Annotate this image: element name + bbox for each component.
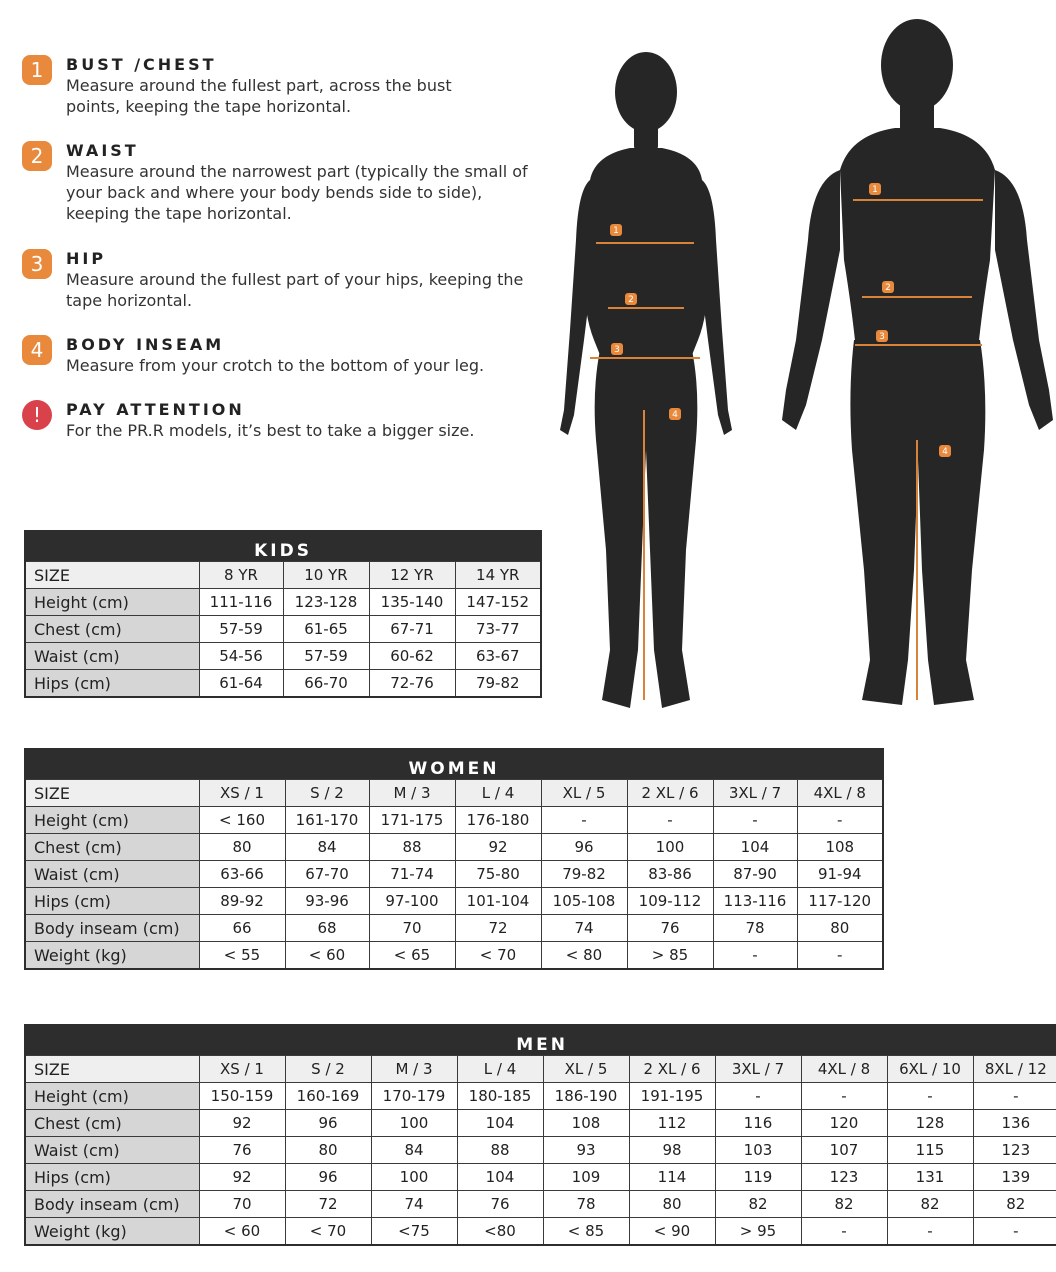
- svg-text:1: 1: [872, 185, 878, 195]
- row-label: Chest (cm): [25, 1110, 199, 1137]
- table-row: [25, 807, 883, 834]
- table-cell: 120: [801, 1110, 887, 1137]
- table-cell: 75-80: [455, 861, 541, 888]
- table-row: [25, 1110, 1056, 1137]
- table-cell: 70: [369, 915, 455, 942]
- table-cell: 80: [199, 834, 285, 861]
- table-cell: 79-82: [541, 861, 627, 888]
- table-cell: 113-116: [713, 888, 797, 915]
- table-cell: -: [797, 807, 883, 834]
- marker-1-icon: [610, 224, 622, 236]
- woman-silhouette-icon: [560, 52, 732, 708]
- table-cell: 96: [541, 834, 627, 861]
- table-cell: 60-62: [369, 643, 455, 670]
- table-cell: 161-170: [285, 807, 369, 834]
- table-cell: 71-74: [369, 861, 455, 888]
- table-cell: 191-195: [629, 1083, 715, 1110]
- header-cell: 2 XL / 6: [629, 1056, 715, 1083]
- table-cell: 135-140: [369, 589, 455, 616]
- table-cell: -: [713, 942, 797, 970]
- number-2-badge-icon: 2: [22, 141, 52, 171]
- men-size-table: [24, 1024, 1056, 1246]
- table-cell: 101-104: [455, 888, 541, 915]
- svg-text:3: 3: [879, 332, 885, 342]
- header-cell: 2 XL / 6: [627, 780, 713, 807]
- table-header-row: [25, 1056, 1056, 1083]
- table-cell: 66-70: [283, 670, 369, 698]
- kids-size-table: [24, 530, 542, 698]
- table-cell: 108: [797, 834, 883, 861]
- table-cell: 111-116: [199, 589, 283, 616]
- marker-4-icon: [669, 408, 681, 420]
- table-cell: 74: [371, 1191, 457, 1218]
- table-row: [25, 616, 541, 643]
- table-cell: -: [715, 1083, 801, 1110]
- table-cell: 128: [887, 1110, 973, 1137]
- table-cell: 78: [543, 1191, 629, 1218]
- number-1-badge-icon: 1: [22, 55, 52, 85]
- instruction-inseam: [22, 335, 542, 376]
- table-cell: 68: [285, 915, 369, 942]
- header-cell: 12 YR: [369, 562, 455, 589]
- table-cell: 103: [715, 1137, 801, 1164]
- instruction-text: Measure around the fullest part of your hips, keeping the tape horizontal.: [66, 270, 524, 310]
- instruction-title: BODY INSEAM: [66, 335, 225, 354]
- header-cell: S / 2: [285, 780, 369, 807]
- table-row: [25, 670, 541, 698]
- table-cell: 104: [457, 1110, 543, 1137]
- table-cell: 109: [543, 1164, 629, 1191]
- table-cell: 80: [629, 1191, 715, 1218]
- row-label: Hips (cm): [25, 1164, 199, 1191]
- table-cell: 100: [627, 834, 713, 861]
- table-cell: 79-82: [455, 670, 541, 698]
- table-cell: 82: [973, 1191, 1056, 1218]
- table-cell: 114: [629, 1164, 715, 1191]
- table-cell: < 80: [541, 942, 627, 970]
- header-cell: 3XL / 7: [715, 1056, 801, 1083]
- table-cell: 123: [973, 1137, 1056, 1164]
- table-cell: 80: [285, 1137, 371, 1164]
- table-cell: 92: [455, 834, 541, 861]
- row-label: Hips (cm): [25, 670, 199, 698]
- body-measurement-figures: [550, 10, 1056, 720]
- table-cell: 63-66: [199, 861, 285, 888]
- table-header-row: [25, 780, 883, 807]
- header-cell: 4XL / 8: [797, 780, 883, 807]
- table-row: [25, 1164, 1056, 1191]
- svg-text:4: 4: [942, 447, 948, 457]
- table-cell: 96: [285, 1110, 371, 1137]
- table-cell: < 85: [543, 1218, 629, 1246]
- table-cell: 84: [371, 1137, 457, 1164]
- table-cell: 76: [627, 915, 713, 942]
- header-cell: S / 2: [285, 1056, 371, 1083]
- header-cell: 10 YR: [283, 562, 369, 589]
- marker-4-icon: [939, 445, 951, 457]
- table-cell: 105-108: [541, 888, 627, 915]
- header-cell: M / 3: [371, 1056, 457, 1083]
- table-cell: 57-59: [283, 643, 369, 670]
- table-row: [25, 942, 883, 970]
- table-title: KIDS: [25, 531, 541, 562]
- instruction-hip: [22, 249, 542, 311]
- table-cell: 89-92: [199, 888, 285, 915]
- table-cell: < 70: [285, 1218, 371, 1246]
- table-cell: 123-128: [283, 589, 369, 616]
- table-cell: 66: [199, 915, 285, 942]
- marker-1-icon: [869, 183, 881, 195]
- table-row: [25, 1218, 1056, 1246]
- instruction-title: WAIST: [66, 141, 139, 160]
- table-cell: 176-180: [455, 807, 541, 834]
- table-cell: 109-112: [627, 888, 713, 915]
- table-cell: < 90: [629, 1218, 715, 1246]
- header-cell: 4XL / 8: [801, 1056, 887, 1083]
- table-cell: < 160: [199, 807, 285, 834]
- table-cell: 57-59: [199, 616, 283, 643]
- instruction-text: Measure around the narrowest part (typically the small of your back and where your body bends side to side), keeping the tape horizontal.: [66, 162, 528, 223]
- table-cell: -: [887, 1083, 973, 1110]
- row-label: Body inseam (cm): [25, 1191, 199, 1218]
- table-cell: 72-76: [369, 670, 455, 698]
- instruction-waist: [22, 141, 542, 224]
- women-size-table: [24, 748, 884, 970]
- header-cell: 8 YR: [199, 562, 283, 589]
- table-cell: 147-152: [455, 589, 541, 616]
- table-cell: < 55: [199, 942, 285, 970]
- instruction-bust: [22, 55, 542, 117]
- table-row: [25, 861, 883, 888]
- table-cell: 170-179: [371, 1083, 457, 1110]
- header-cell: 3XL / 7: [713, 780, 797, 807]
- row-label: Waist (cm): [25, 861, 199, 888]
- table-cell: 67-71: [369, 616, 455, 643]
- table-cell: 160-169: [285, 1083, 371, 1110]
- table-cell: 112: [629, 1110, 715, 1137]
- number-4-badge-icon: 4: [22, 335, 52, 365]
- row-label: Weight (kg): [25, 942, 199, 970]
- table-cell: 93-96: [285, 888, 369, 915]
- table-cell: 96: [285, 1164, 371, 1191]
- table-cell: -: [541, 807, 627, 834]
- svg-text:4: 4: [672, 410, 678, 420]
- header-cell: 14 YR: [455, 562, 541, 589]
- table-cell: 61-65: [283, 616, 369, 643]
- table-row: [25, 589, 541, 616]
- table-cell: 93: [543, 1137, 629, 1164]
- table-cell: -: [801, 1218, 887, 1246]
- header-cell: 8XL / 12: [973, 1056, 1056, 1083]
- table-cell: 97-100: [369, 888, 455, 915]
- table-cell: 88: [457, 1137, 543, 1164]
- row-label: Height (cm): [25, 589, 199, 616]
- marker-3-icon: [611, 343, 623, 355]
- instruction-text: Measure from your crotch to the bottom of your leg.: [66, 356, 485, 375]
- table-row: [25, 1083, 1056, 1110]
- table-cell: -: [973, 1218, 1056, 1246]
- table-cell: 116: [715, 1110, 801, 1137]
- table-cell: -: [797, 942, 883, 970]
- marker-2-icon: [625, 293, 637, 305]
- table-cell: 123: [801, 1164, 887, 1191]
- instruction-title: HIP: [66, 249, 107, 268]
- table-cell: <80: [457, 1218, 543, 1246]
- header-cell: L / 4: [457, 1056, 543, 1083]
- table-cell: 104: [713, 834, 797, 861]
- table-cell: -: [887, 1218, 973, 1246]
- table-cell: 91-94: [797, 861, 883, 888]
- table-cell: 76: [199, 1137, 285, 1164]
- table-cell: 139: [973, 1164, 1056, 1191]
- table-cell: -: [713, 807, 797, 834]
- table-cell: 87-90: [713, 861, 797, 888]
- table-row: [25, 1191, 1056, 1218]
- header-cell: SIZE: [25, 780, 199, 807]
- table-cell: 117-120: [797, 888, 883, 915]
- table-cell: 78: [713, 915, 797, 942]
- table-cell: 83-86: [627, 861, 713, 888]
- table-cell: 171-175: [369, 807, 455, 834]
- table-cell: 76: [457, 1191, 543, 1218]
- header-cell: SIZE: [25, 562, 199, 589]
- instruction-title: BUST /CHEST: [66, 55, 217, 74]
- table-cell: 131: [887, 1164, 973, 1191]
- instruction-attention: [22, 400, 542, 441]
- table-cell: 136: [973, 1110, 1056, 1137]
- table-row: [25, 888, 883, 915]
- number-3-badge-icon: 3: [22, 249, 52, 279]
- table-cell: 180-185: [457, 1083, 543, 1110]
- table-cell: 74: [541, 915, 627, 942]
- table-row: [25, 643, 541, 670]
- row-label: Chest (cm): [25, 834, 199, 861]
- table-cell: < 60: [285, 942, 369, 970]
- header-cell: 6XL / 10: [887, 1056, 973, 1083]
- row-label: Height (cm): [25, 1083, 199, 1110]
- table-cell: < 60: [199, 1218, 285, 1246]
- table-cell: 70: [199, 1191, 285, 1218]
- row-label: Body inseam (cm): [25, 915, 199, 942]
- header-cell: XS / 1: [199, 780, 285, 807]
- marker-2-icon: [882, 281, 894, 293]
- row-label: Chest (cm): [25, 616, 199, 643]
- table-title: MEN: [25, 1025, 1056, 1056]
- instruction-title: PAY ATTENTION: [66, 400, 245, 419]
- table-cell: 84: [285, 834, 369, 861]
- row-label: Height (cm): [25, 807, 199, 834]
- table-cell: 92: [199, 1164, 285, 1191]
- table-cell: 115: [887, 1137, 973, 1164]
- svg-text:2: 2: [628, 295, 634, 305]
- table-cell: > 95: [715, 1218, 801, 1246]
- table-cell: 61-64: [199, 670, 283, 698]
- table-cell: 88: [369, 834, 455, 861]
- header-cell: M / 3: [369, 780, 455, 807]
- table-cell: 63-67: [455, 643, 541, 670]
- table-cell: 82: [801, 1191, 887, 1218]
- svg-text:3: 3: [614, 345, 620, 355]
- table-cell: 186-190: [543, 1083, 629, 1110]
- table-row: [25, 915, 883, 942]
- table-cell: 98: [629, 1137, 715, 1164]
- table-header-row: [25, 562, 541, 589]
- table-title: WOMEN: [25, 749, 883, 780]
- table-cell: -: [627, 807, 713, 834]
- table-cell: < 70: [455, 942, 541, 970]
- table-cell: 80: [797, 915, 883, 942]
- table-row: [25, 834, 883, 861]
- row-label: Hips (cm): [25, 888, 199, 915]
- table-row: [25, 1137, 1056, 1164]
- table-cell: 119: [715, 1164, 801, 1191]
- table-cell: 67-70: [285, 861, 369, 888]
- marker-3-icon: [876, 330, 888, 342]
- table-cell: -: [973, 1083, 1056, 1110]
- table-cell: 107: [801, 1137, 887, 1164]
- exclamation-badge-icon: !: [22, 400, 52, 430]
- table-cell: 54-56: [199, 643, 283, 670]
- table-cell: 72: [285, 1191, 371, 1218]
- header-cell: L / 4: [455, 780, 541, 807]
- row-label: Waist (cm): [25, 643, 199, 670]
- table-cell: 150-159: [199, 1083, 285, 1110]
- table-cell: <75: [371, 1218, 457, 1246]
- table-cell: 82: [887, 1191, 973, 1218]
- table-cell: > 85: [627, 942, 713, 970]
- table-cell: 82: [715, 1191, 801, 1218]
- table-cell: 104: [457, 1164, 543, 1191]
- instruction-text: Measure around the fullest part, across the bust points, keeping the tape horizontal.: [66, 76, 452, 116]
- table-cell: 108: [543, 1110, 629, 1137]
- row-label: Waist (cm): [25, 1137, 199, 1164]
- table-cell: -: [801, 1083, 887, 1110]
- table-cell: 92: [199, 1110, 285, 1137]
- svg-text:2: 2: [885, 283, 891, 293]
- row-label: Weight (kg): [25, 1218, 199, 1246]
- header-cell: XS / 1: [199, 1056, 285, 1083]
- svg-text:1: 1: [613, 226, 619, 236]
- instruction-text: For the PR.R models, it’s best to take a bigger size.: [66, 421, 475, 440]
- header-cell: SIZE: [25, 1056, 199, 1083]
- table-cell: < 65: [369, 942, 455, 970]
- table-cell: 72: [455, 915, 541, 942]
- table-cell: 73-77: [455, 616, 541, 643]
- table-cell: 100: [371, 1164, 457, 1191]
- table-cell: 100: [371, 1110, 457, 1137]
- header-cell: XL / 5: [543, 1056, 629, 1083]
- header-cell: XL / 5: [541, 780, 627, 807]
